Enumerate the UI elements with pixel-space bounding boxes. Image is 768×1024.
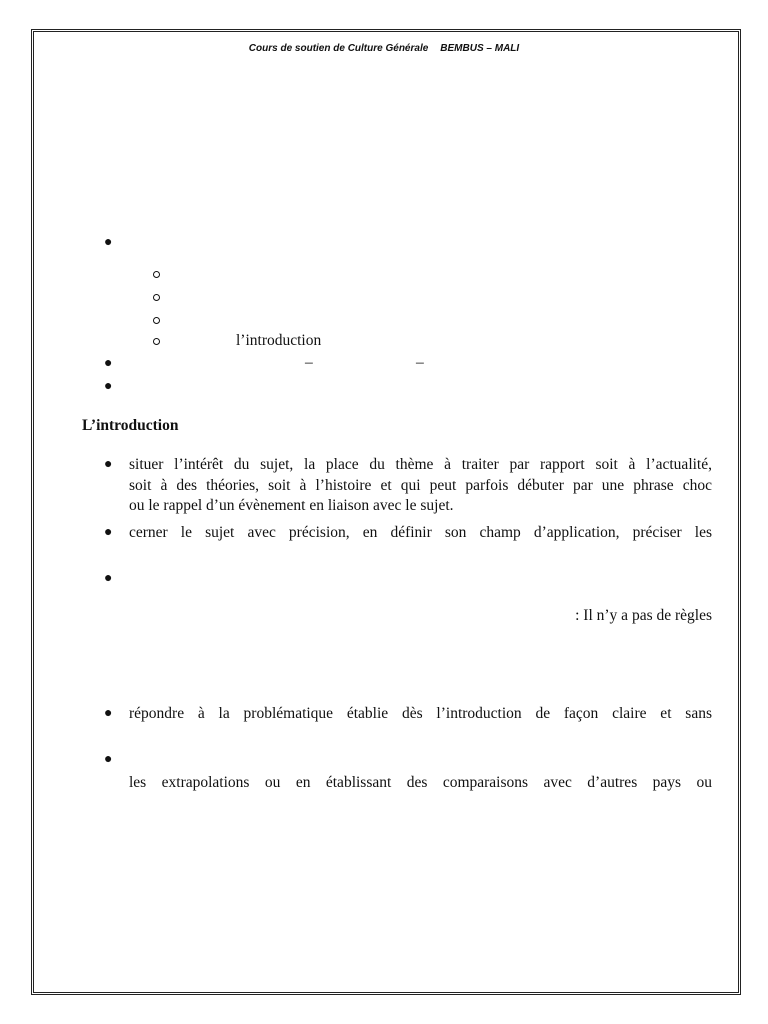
header-course: Cours de soutien de Culture Générale [248,43,429,54]
bullet-icon: ● [104,752,113,767]
header-org: BEMBUS – MALI [440,43,520,54]
outline-dash: – [305,354,313,371]
bullet-icon: ● [104,356,113,371]
list-item [129,455,712,517]
sub-bullet-icon [153,294,160,301]
bullet-icon: ● [104,379,113,394]
sub-bullet-icon [153,271,160,278]
list-item-line: ou le rappel d’un évènement en liaison avec le sujet. [129,497,454,514]
sub-bullet-icon [153,338,160,345]
list-item-line: répondre à la problématique établie dès l’introduction de façon claire et sans [129,705,712,722]
list-item-line: cerner le sujet avec précision, en définir son champ d’application, préciser les [129,524,712,541]
bullet-icon: ● [104,235,113,250]
outline-sub-item-introduction: l’introduction [236,332,322,349]
page-header [0,43,768,54]
list-item-line: situer l’intérêt du sujet, la place du thème à traiter par rapport soit à l’actualité, [129,456,712,473]
bullet-icon: ● [104,457,113,472]
bullet-icon: ● [104,706,113,721]
sub-bullet-icon [153,317,160,324]
list-item-line: les extrapolations ou en établissant des comparaisons avec d’autres pays ou [129,774,712,791]
bullet-icon: ● [104,525,113,540]
section-heading: L’introduction [82,417,179,434]
bullet-icon: ● [104,571,113,586]
list-item-line: soit à des théories, soit à l’histoire et qui peut parfois débuter par une phrase choc [129,476,712,494]
outline-dash: – [416,354,424,371]
right-note: : Il n’y a pas de règles [575,607,712,624]
